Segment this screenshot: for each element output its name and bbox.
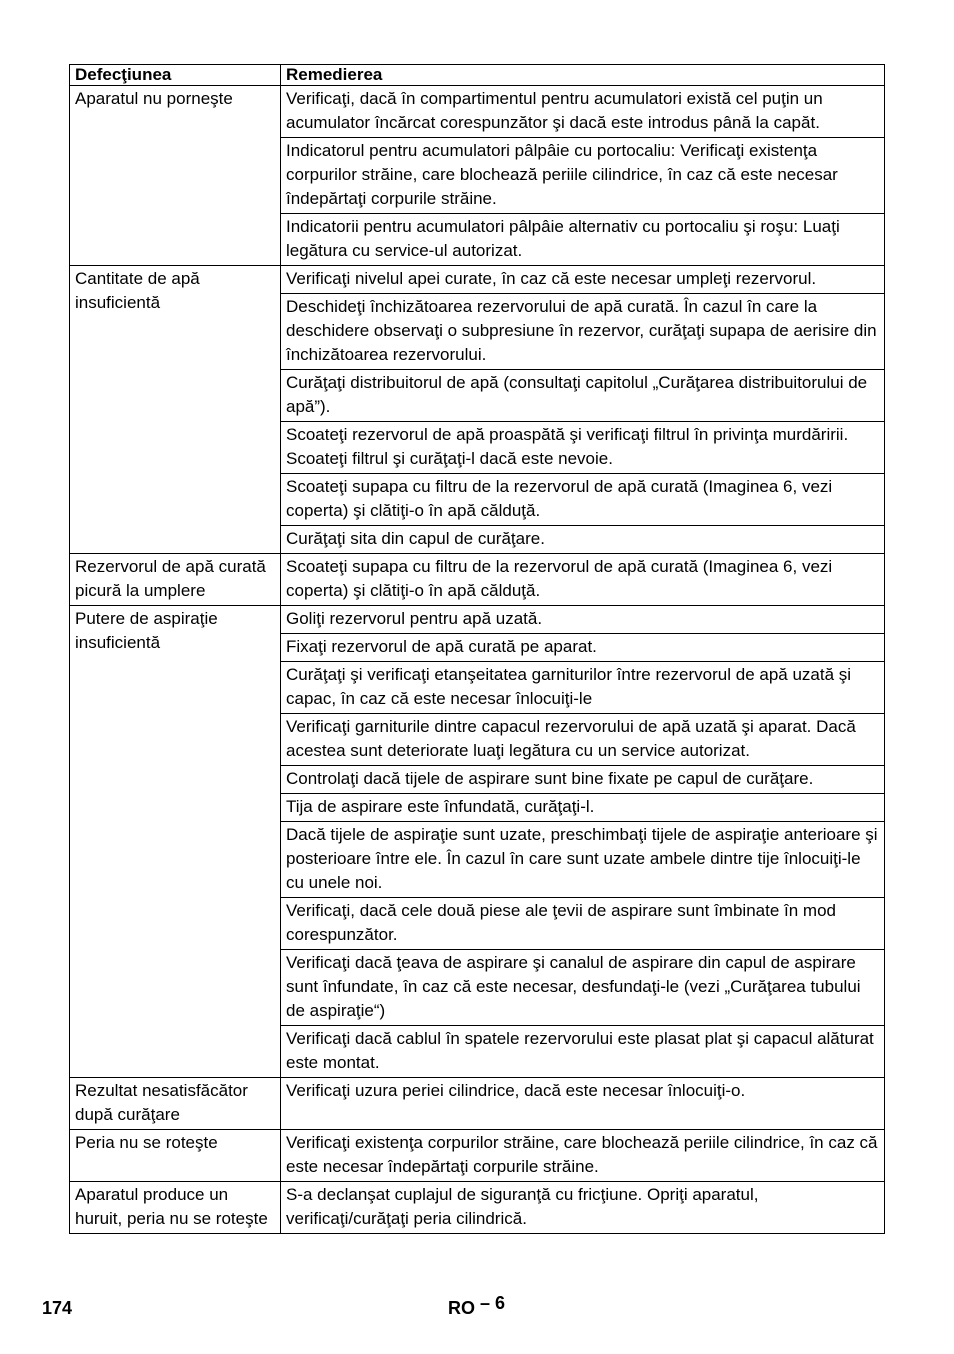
header-remedy: Remedierea [281, 65, 885, 86]
table-body [70, 86, 885, 1234]
remedy-item: Verificaţi existenţa corpurilor străine, care blochează periile cilindrice, în caz că este necesar îndepărtaţi corpurile străine. [286, 1133, 878, 1176]
remedy-item: Verificaţi, dacă cele două piese ale ţevii de aspirare sunt îmbinate în mod corespunzător. [281, 897, 884, 949]
remedy-cell [281, 554, 885, 606]
header-fault: Defecţiunea [70, 65, 281, 86]
remedy-cell [281, 1078, 885, 1130]
table-row [70, 1130, 885, 1182]
page-section-label [448, 1293, 506, 1319]
fault-cell: Cantitate de apă insuficientă [70, 266, 281, 554]
table-header-row [70, 65, 885, 86]
remedy-item: Goliţi rezervorul pentru apă uzată. [286, 609, 543, 628]
remedy-item: Verificaţi dacă ţeava de aspirare şi canalul de aspirare din capul de aspirare sunt înfundate, în caz că este necesar, desfundaţi-le (vezi „Curăţarea tubului de aspiraţie“) [281, 949, 884, 1025]
remedy-item: Scoateţi supapa cu filtru de la rezervorul de apă curată (Imaginea 6, vezi coperta) şi clătiţi-o în apă călduţă. [281, 473, 884, 525]
remedy-item: Fixaţi rezervorul de apă curată pe aparat. [281, 633, 884, 661]
remedy-item: Verificaţi, dacă în compartimentul pentru acumulatori există cel puţin un acumulator încărcat corespunzător şi dacă este introdus până la capăt. [286, 89, 823, 132]
fault-cell: Aparatul nu porneşte [70, 86, 281, 266]
remedy-cell [281, 266, 885, 554]
remedy-item: Curăţaţi distribuitorul de apă (consultaţi capitolul „Curăţarea distribuitorului de apă”). [281, 369, 884, 421]
remedy-cell [281, 86, 885, 266]
remedy-item: Indicatorii pentru acumulatori pâlpâie alternativ cu portocaliu şi roşu: Luaţi legătura cu service-ul autorizat. [281, 213, 884, 265]
remedy-cell [281, 1182, 885, 1234]
remedy-item: Indicatorul pentru acumulatori pâlpâie cu portocaliu: Verificaţi existenţa corpurilor străine, care blochează periile cilindrice, în caz că este necesar îndepărtaţi corpurile străine. [281, 137, 884, 213]
table-row [70, 606, 885, 1078]
remedy-item: Curăţaţi sita din capul de curăţare. [281, 525, 884, 553]
remedy-item: Verificaţi dacă cablul în spatele rezervorului este plasat plat şi capacul alăturat este montat. [281, 1025, 884, 1077]
page-number: 174 [42, 1298, 73, 1318]
remedy-item: Deschideţi închizătoarea rezervorului de apă curată. În cazul în care la deschidere observaţi o subpresiune în rezervor, curăţaţi supapa de aerisire din închizătoarea rezervorului. [281, 293, 884, 369]
fault-cell: Peria nu se roteşte [70, 1130, 281, 1182]
remedy-item: Curăţaţi şi verificaţi etanşeitatea garniturilor între rezervorul de apă uzată şi capac, în caz că este necesar înlocuiţi-le [281, 661, 884, 713]
section-number: – 6 [480, 1293, 506, 1313]
table-row [70, 86, 885, 266]
remedy-cell [281, 606, 885, 1078]
remedy-item: Dacă tijele de aspiraţie sunt uzate, preschimbaţi tijele de aspiraţie anterioare şi posterioare între ele. În cazul în care sunt uzate ambele dintre tije înlocuiţi-le cu unele noi. [281, 821, 884, 897]
remedy-item: Verificaţi garniturile dintre capacul rezervorului de apă uzată şi aparat. Dacă acestea sunt deteriorate luaţi legătura cu un service autorizat. [281, 713, 884, 765]
fault-cell: Rezervorul de apă curată picură la umplere [70, 554, 281, 606]
remedy-item: Scoateţi rezervorul de apă proaspătă şi verificaţi filtrul în privinţa murdăririi. Scoateţi filtrul şi curăţaţi-l dacă este nevoie. [281, 421, 884, 473]
fault-cell: Putere de aspiraţie insuficientă [70, 606, 281, 1078]
language-code: RO [448, 1298, 475, 1318]
table-row [70, 1182, 885, 1234]
remedy-item: Controlaţi dacă tijele de aspirare sunt bine fixate pe capul de curăţare. [281, 765, 884, 793]
table-row [70, 1078, 885, 1130]
fault-cell: Aparatul produce un huruit, peria nu se roteşte [70, 1182, 281, 1234]
remedy-item: Verificaţi uzura periei cilindrice, dacă este necesar înlocuiţi-o. [286, 1081, 746, 1100]
remedy-item: S-a declanşat cuplajul de siguranţă cu fricţiune. Opriţi aparatul, verificaţi/curăţaţi peria cilindrică. [286, 1185, 759, 1228]
remedy-cell [281, 1130, 885, 1182]
table-row [70, 554, 885, 606]
remedy-item: Tija de aspirare este înfundată, curăţaţi-l. [281, 793, 884, 821]
fault-cell: Rezultat nesatisfăcător după curăţare [70, 1078, 281, 1130]
remedy-item: Verificaţi nivelul apei curate, în caz că este necesar umpleţi rezervorul. [286, 269, 817, 288]
troubleshooting-table [69, 64, 885, 1234]
table-row [70, 266, 885, 554]
remedy-item: Scoateţi supapa cu filtru de la rezervorul de apă curată (Imaginea 6, vezi coperta) şi clătiţi-o în apă călduţă. [286, 557, 833, 600]
